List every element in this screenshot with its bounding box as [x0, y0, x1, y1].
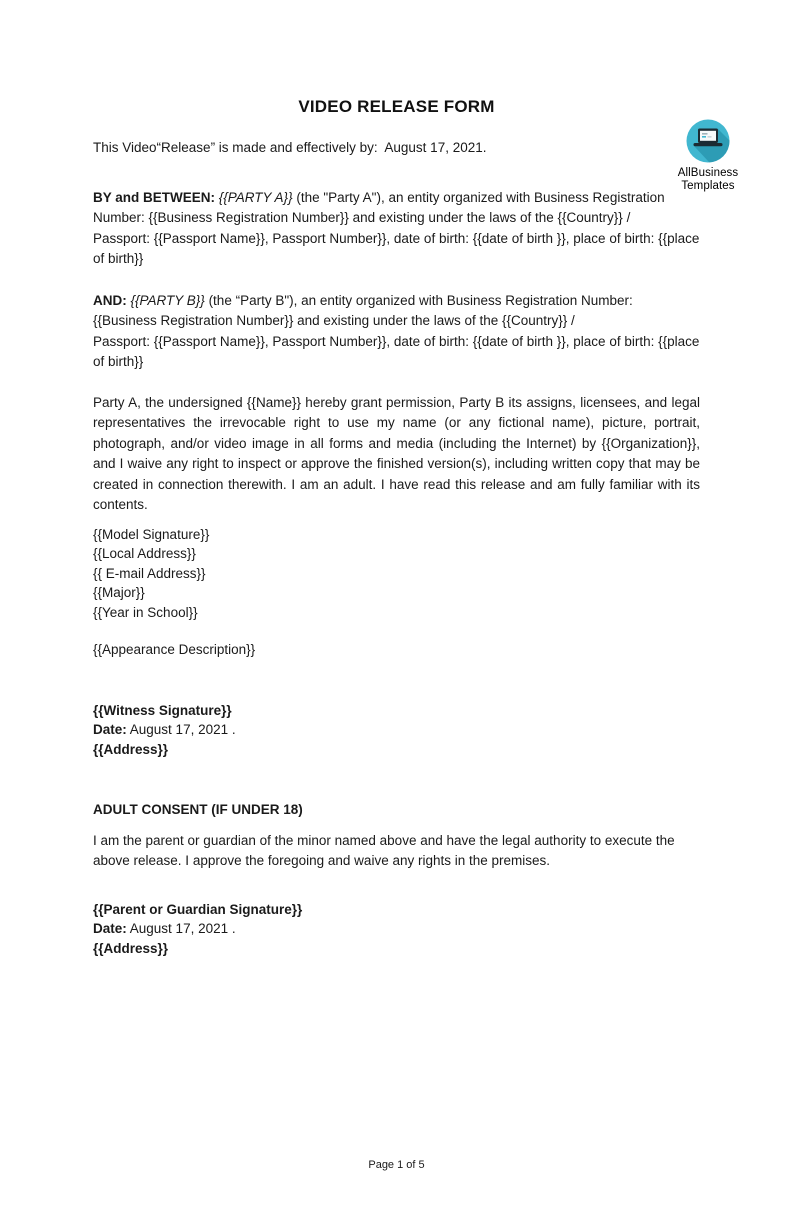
- brand-name: [667, 167, 749, 192]
- witness-date-line: [93, 720, 700, 740]
- party-b-label: AND:: [93, 292, 131, 308]
- parent-signature-field: {{Parent or Guardian Signature}}: [93, 901, 303, 917]
- year-in-school-field: {{Year in School}}: [93, 604, 198, 620]
- page-number: Page 1 of 5: [368, 1159, 425, 1171]
- email-address-field: {{ E-mail Address}}: [93, 565, 206, 581]
- party-b-passport-line: Passport: {{Passport Name}}, Passport Number}}, date of birth: {{date of birth }}, place of birth: {{place of birth}}: [93, 333, 700, 369]
- party-a-paragraph: [93, 188, 700, 270]
- local-address-field: {{Local Address}}: [93, 546, 196, 561]
- party-b-placeholder: {{PARTY B}}: [130, 292, 205, 308]
- document-page: [0, 97, 793, 1219]
- document-title: VIDEO RELEASE FORM: [298, 97, 495, 116]
- party-a-placeholder: {{PARTY A}}: [218, 189, 293, 205]
- adult-consent-body: I am the parent or guardian of the minor named above and have the legal authority to execute the above release. I approve the foregoing and waive any rights in the premises.: [93, 832, 675, 868]
- parent-date-value: August 17, 2021 .: [129, 921, 236, 936]
- party-a-text: (the "Party A"), an entity organized with Business Registration Number: {{Business Registration Number}} and existing under the laws of the {{Country}} /: [93, 189, 665, 225]
- party-a-passport-line: Passport: {{Passport Name}}, Passport Number}}, date of birth: {{date of birth }}, place of birth: {{place of birth}}: [93, 230, 700, 266]
- intro-line: This Video“Release” is made and effectively by: August 17, 2021.: [93, 140, 487, 155]
- grant-paragraph: Party A, the undersigned {{Name}} hereby grant permission, Party B its assigns, licensees, and legal representatives the irrevocable right to use my name (or any fictional name), picture, portrait, photograph, and/or video image in all forms and media (including the Internet) by {{Organization}}, and I waive any right to inspect or approve the finished version(s), including written copy that may be created in connection therewith. I am an adult. I have read this release and am fully familiar with its contents.: [93, 394, 700, 512]
- parent-date-line: [93, 919, 700, 939]
- brand-name-line2: Templates: [681, 179, 735, 192]
- document-content: [0, 97, 793, 958]
- model-signature-field: {{Model Signature}}: [93, 526, 210, 542]
- witness-signature-block: [93, 701, 700, 760]
- parent-date-label: Date:: [93, 921, 127, 936]
- adult-consent-heading: ADULT CONSENT (IF UNDER 18): [93, 802, 303, 817]
- parent-address-field: {{Address}}: [93, 940, 169, 956]
- party-b-paragraph: [93, 291, 700, 373]
- laptop-logo-icon: [684, 117, 732, 165]
- witness-signature-field: {{Witness Signature}}: [93, 702, 232, 718]
- party-b-text: (the “Party B"), an entity organized with Business Registration Number: {{Business Registration Number}} and existing under the laws of the {{Country}} /: [93, 292, 633, 328]
- witness-date-value: August 17, 2021 .: [129, 722, 236, 737]
- brand-name-line1: AllBusiness: [677, 167, 739, 179]
- appearance-description-field: {{Appearance Description}}: [93, 642, 256, 657]
- brand-logo: [667, 117, 749, 192]
- parent-signature-block: [93, 900, 700, 959]
- major-field: {{Major}}: [93, 585, 145, 600]
- model-fields-list: [93, 525, 700, 623]
- party-a-label: BY and BETWEEN:: [93, 189, 219, 205]
- witness-date-label: Date:: [93, 722, 127, 737]
- witness-address-field: {{Address}}: [93, 741, 169, 757]
